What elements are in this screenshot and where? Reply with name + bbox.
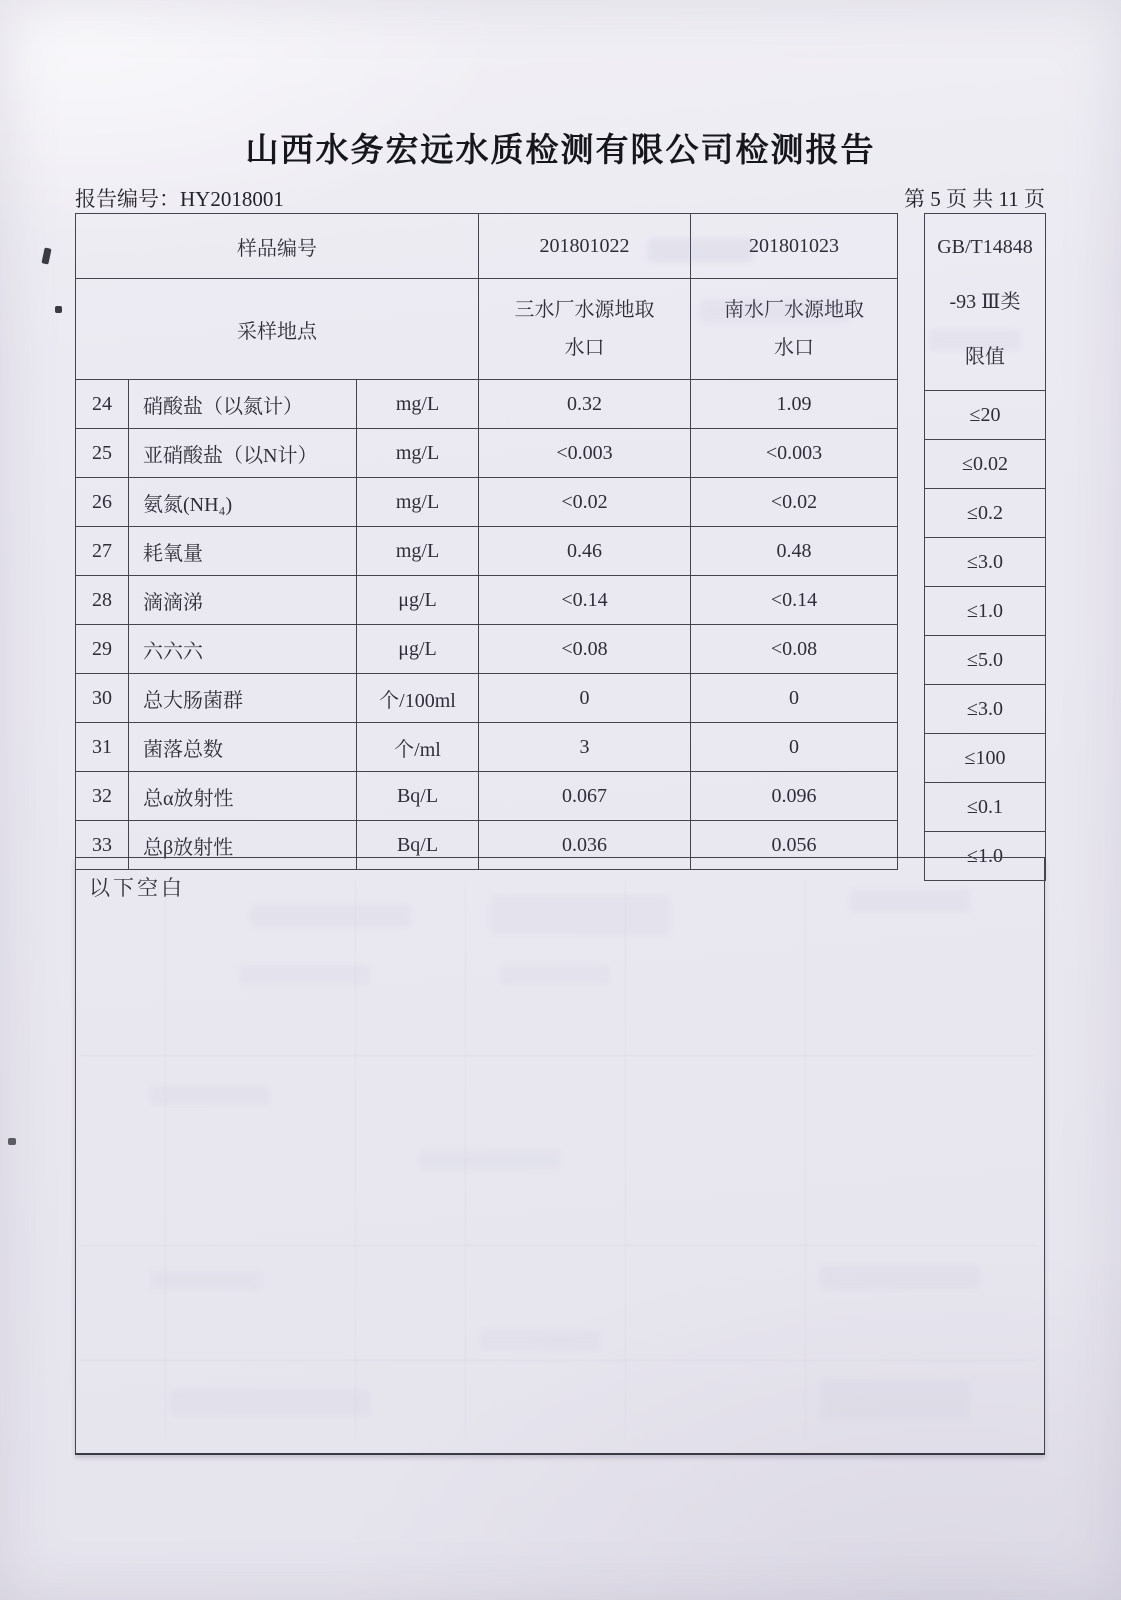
blank-note: 以下空白 <box>89 876 185 900</box>
ink-speck <box>41 247 51 264</box>
sample2-value: 0.056 <box>691 821 898 870</box>
sample1-value: 3 <box>479 723 691 772</box>
limit-value: ≤100 <box>925 734 1046 783</box>
parameter-name: 六六六 <box>129 625 357 674</box>
limit-row <box>925 587 1046 636</box>
parameter-unit: μg/L <box>357 625 479 674</box>
sample2-value: 0.48 <box>691 527 898 576</box>
parameter-name: 滴滴涕 <box>129 576 357 625</box>
sample2-value: <0.003 <box>691 429 898 478</box>
sample1-value: <0.08 <box>479 625 691 674</box>
row-number: 26 <box>76 478 129 527</box>
report-meta-row <box>75 183 1045 213</box>
sample2-value: 0 <box>691 723 898 772</box>
sample2-value: 0.096 <box>691 772 898 821</box>
sample1-value: 0.036 <box>479 821 691 870</box>
sample1-value: 0.32 <box>479 380 691 429</box>
limit-value: ≤0.1 <box>925 783 1046 832</box>
sample2-value: <0.14 <box>691 576 898 625</box>
table-row <box>76 772 898 821</box>
parameter-name: 耗氧量 <box>129 527 357 576</box>
report-number <box>75 183 284 213</box>
row-number: 33 <box>76 821 129 870</box>
parameter-unit: Bq/L <box>357 772 479 821</box>
parameter-name: 亚硝酸盐（以N计） <box>129 429 357 478</box>
sample-id-2: 201801023 <box>691 214 898 279</box>
limit-row <box>925 734 1046 783</box>
location-header-row <box>76 279 898 380</box>
parameter-unit: mg/L <box>357 429 479 478</box>
limit-header-row <box>925 214 1046 391</box>
page-indicator: 第 5 页 共 11 页 <box>904 187 1045 211</box>
row-number: 27 <box>76 527 129 576</box>
sample-id-header-row <box>76 214 898 279</box>
sample-id-label-cell: 样品编号 <box>76 214 479 279</box>
limit-row <box>925 538 1046 587</box>
parameter-unit: Bq/L <box>357 821 479 870</box>
table-row <box>76 527 898 576</box>
limit-column-table <box>924 213 1046 881</box>
sample1-value: <0.14 <box>479 576 691 625</box>
limit-header-line3: 限值 <box>965 345 1005 368</box>
row-number: 28 <box>76 576 129 625</box>
row-number: 31 <box>76 723 129 772</box>
parameter-name: 氨氮(NH₄) <box>129 478 357 527</box>
sample1-value: 0 <box>479 674 691 723</box>
limit-value: ≤5.0 <box>925 636 1046 685</box>
parameter-unit: 个/100ml <box>357 674 479 723</box>
sample-id-1: 201801022 <box>479 214 691 279</box>
location-2 <box>691 279 898 380</box>
page-title: 山西水务宏远水质检测有限公司检测报告 <box>245 131 876 168</box>
limit-value: ≤3.0 <box>925 538 1046 587</box>
table-row <box>76 380 898 429</box>
table-row <box>76 723 898 772</box>
report-number-label: 报告编号： <box>75 187 180 211</box>
ink-speck <box>8 1138 16 1145</box>
location-label-cell: 采样地点 <box>76 279 479 380</box>
limit-value: ≤1.0 <box>925 832 1046 881</box>
limit-header-line1: GB/T14848 <box>937 236 1033 259</box>
limit-header-cell <box>925 214 1046 391</box>
sample2-value: 1.09 <box>691 380 898 429</box>
limit-value: ≤3.0 <box>925 685 1046 734</box>
parameter-unit: mg/L <box>357 380 479 429</box>
location-2-text: 南水厂水源地取水口 <box>724 299 864 359</box>
sample2-value: <0.02 <box>691 478 898 527</box>
table-row <box>76 674 898 723</box>
results-table <box>75 213 898 870</box>
sample1-value: 0.46 <box>479 527 691 576</box>
parameter-unit: mg/L <box>357 478 479 527</box>
parameter-unit: mg/L <box>357 527 479 576</box>
limit-value: ≤20 <box>925 391 1046 440</box>
parameter-name: 总β放射性 <box>129 821 357 870</box>
limit-row <box>925 440 1046 489</box>
limit-value: ≤0.02 <box>925 440 1046 489</box>
limit-header-line2: -93 Ⅲ类 <box>949 290 1021 313</box>
row-number: 29 <box>76 625 129 674</box>
limit-row <box>925 391 1046 440</box>
row-number: 25 <box>76 429 129 478</box>
parameter-unit: 个/ml <box>357 723 479 772</box>
parameter-name: 菌落总数 <box>129 723 357 772</box>
sample1-value: <0.003 <box>479 429 691 478</box>
row-number: 32 <box>76 772 129 821</box>
parameter-unit: μg/L <box>357 576 479 625</box>
parameter-name: 总大肠菌群 <box>129 674 357 723</box>
sample1-value: 0.067 <box>479 772 691 821</box>
row-number: 24 <box>76 380 129 429</box>
limit-row <box>925 489 1046 538</box>
results-table-area <box>75 213 1046 881</box>
limit-row <box>925 783 1046 832</box>
parameter-name: 总α放射性 <box>129 772 357 821</box>
sample1-value: <0.02 <box>479 478 691 527</box>
table-row <box>76 478 898 527</box>
limit-row <box>925 685 1046 734</box>
location-1 <box>479 279 691 380</box>
table-row <box>76 576 898 625</box>
sample2-value: 0 <box>691 674 898 723</box>
report-number-value: HY2018001 <box>180 187 284 211</box>
table-row <box>76 625 898 674</box>
limit-value: ≤1.0 <box>925 587 1046 636</box>
blank-remainder-box <box>75 857 1045 1455</box>
ink-speck <box>55 306 62 313</box>
location-1-text: 三水厂水源地取水口 <box>514 299 655 359</box>
parameter-name: 硝酸盐（以氮计） <box>129 380 357 429</box>
limit-row <box>925 636 1046 685</box>
row-number: 30 <box>76 674 129 723</box>
table-row <box>76 429 898 478</box>
limit-value: ≤0.2 <box>925 489 1046 538</box>
sample2-value: <0.08 <box>691 625 898 674</box>
